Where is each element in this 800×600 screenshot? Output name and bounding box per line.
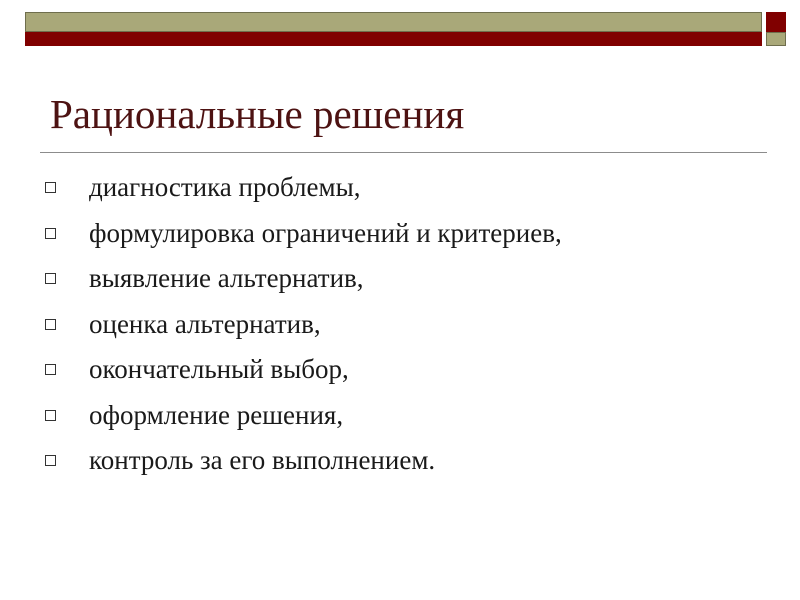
header-bar-maroon bbox=[25, 32, 762, 46]
square-bullet-icon bbox=[45, 455, 56, 466]
list-item-text: оценка альтернатив, bbox=[89, 308, 321, 339]
list-item-text: выявление альтернатив, bbox=[89, 263, 364, 294]
corner-square-olive bbox=[766, 32, 786, 46]
list-item bbox=[45, 438, 562, 484]
title-divider bbox=[40, 152, 767, 153]
square-bullet-icon bbox=[45, 182, 56, 193]
square-bullet-icon bbox=[45, 319, 56, 330]
corner-square-maroon bbox=[766, 12, 786, 32]
list-item-text: формулировка ограничений и критериев, bbox=[89, 217, 562, 248]
square-bullet-icon bbox=[45, 273, 56, 284]
slide-title: Рациональные решения bbox=[50, 91, 465, 137]
list-item bbox=[45, 165, 562, 211]
list-item bbox=[45, 347, 562, 393]
list-item bbox=[45, 256, 562, 302]
header-bar-olive bbox=[25, 12, 762, 32]
list-item-text: оформление решения, bbox=[89, 399, 344, 430]
list-item-text: окончательный выбор, bbox=[89, 354, 349, 385]
list-item-text: диагностика проблемы, bbox=[89, 172, 361, 203]
square-bullet-icon bbox=[45, 410, 56, 421]
list-item-text: контроль за его выполнением. bbox=[89, 445, 436, 476]
list-item bbox=[45, 393, 562, 439]
list-item bbox=[45, 302, 562, 348]
list-item bbox=[45, 211, 562, 257]
square-bullet-icon bbox=[45, 364, 56, 375]
square-bullet-icon bbox=[45, 228, 56, 239]
bullet-list bbox=[45, 165, 562, 484]
